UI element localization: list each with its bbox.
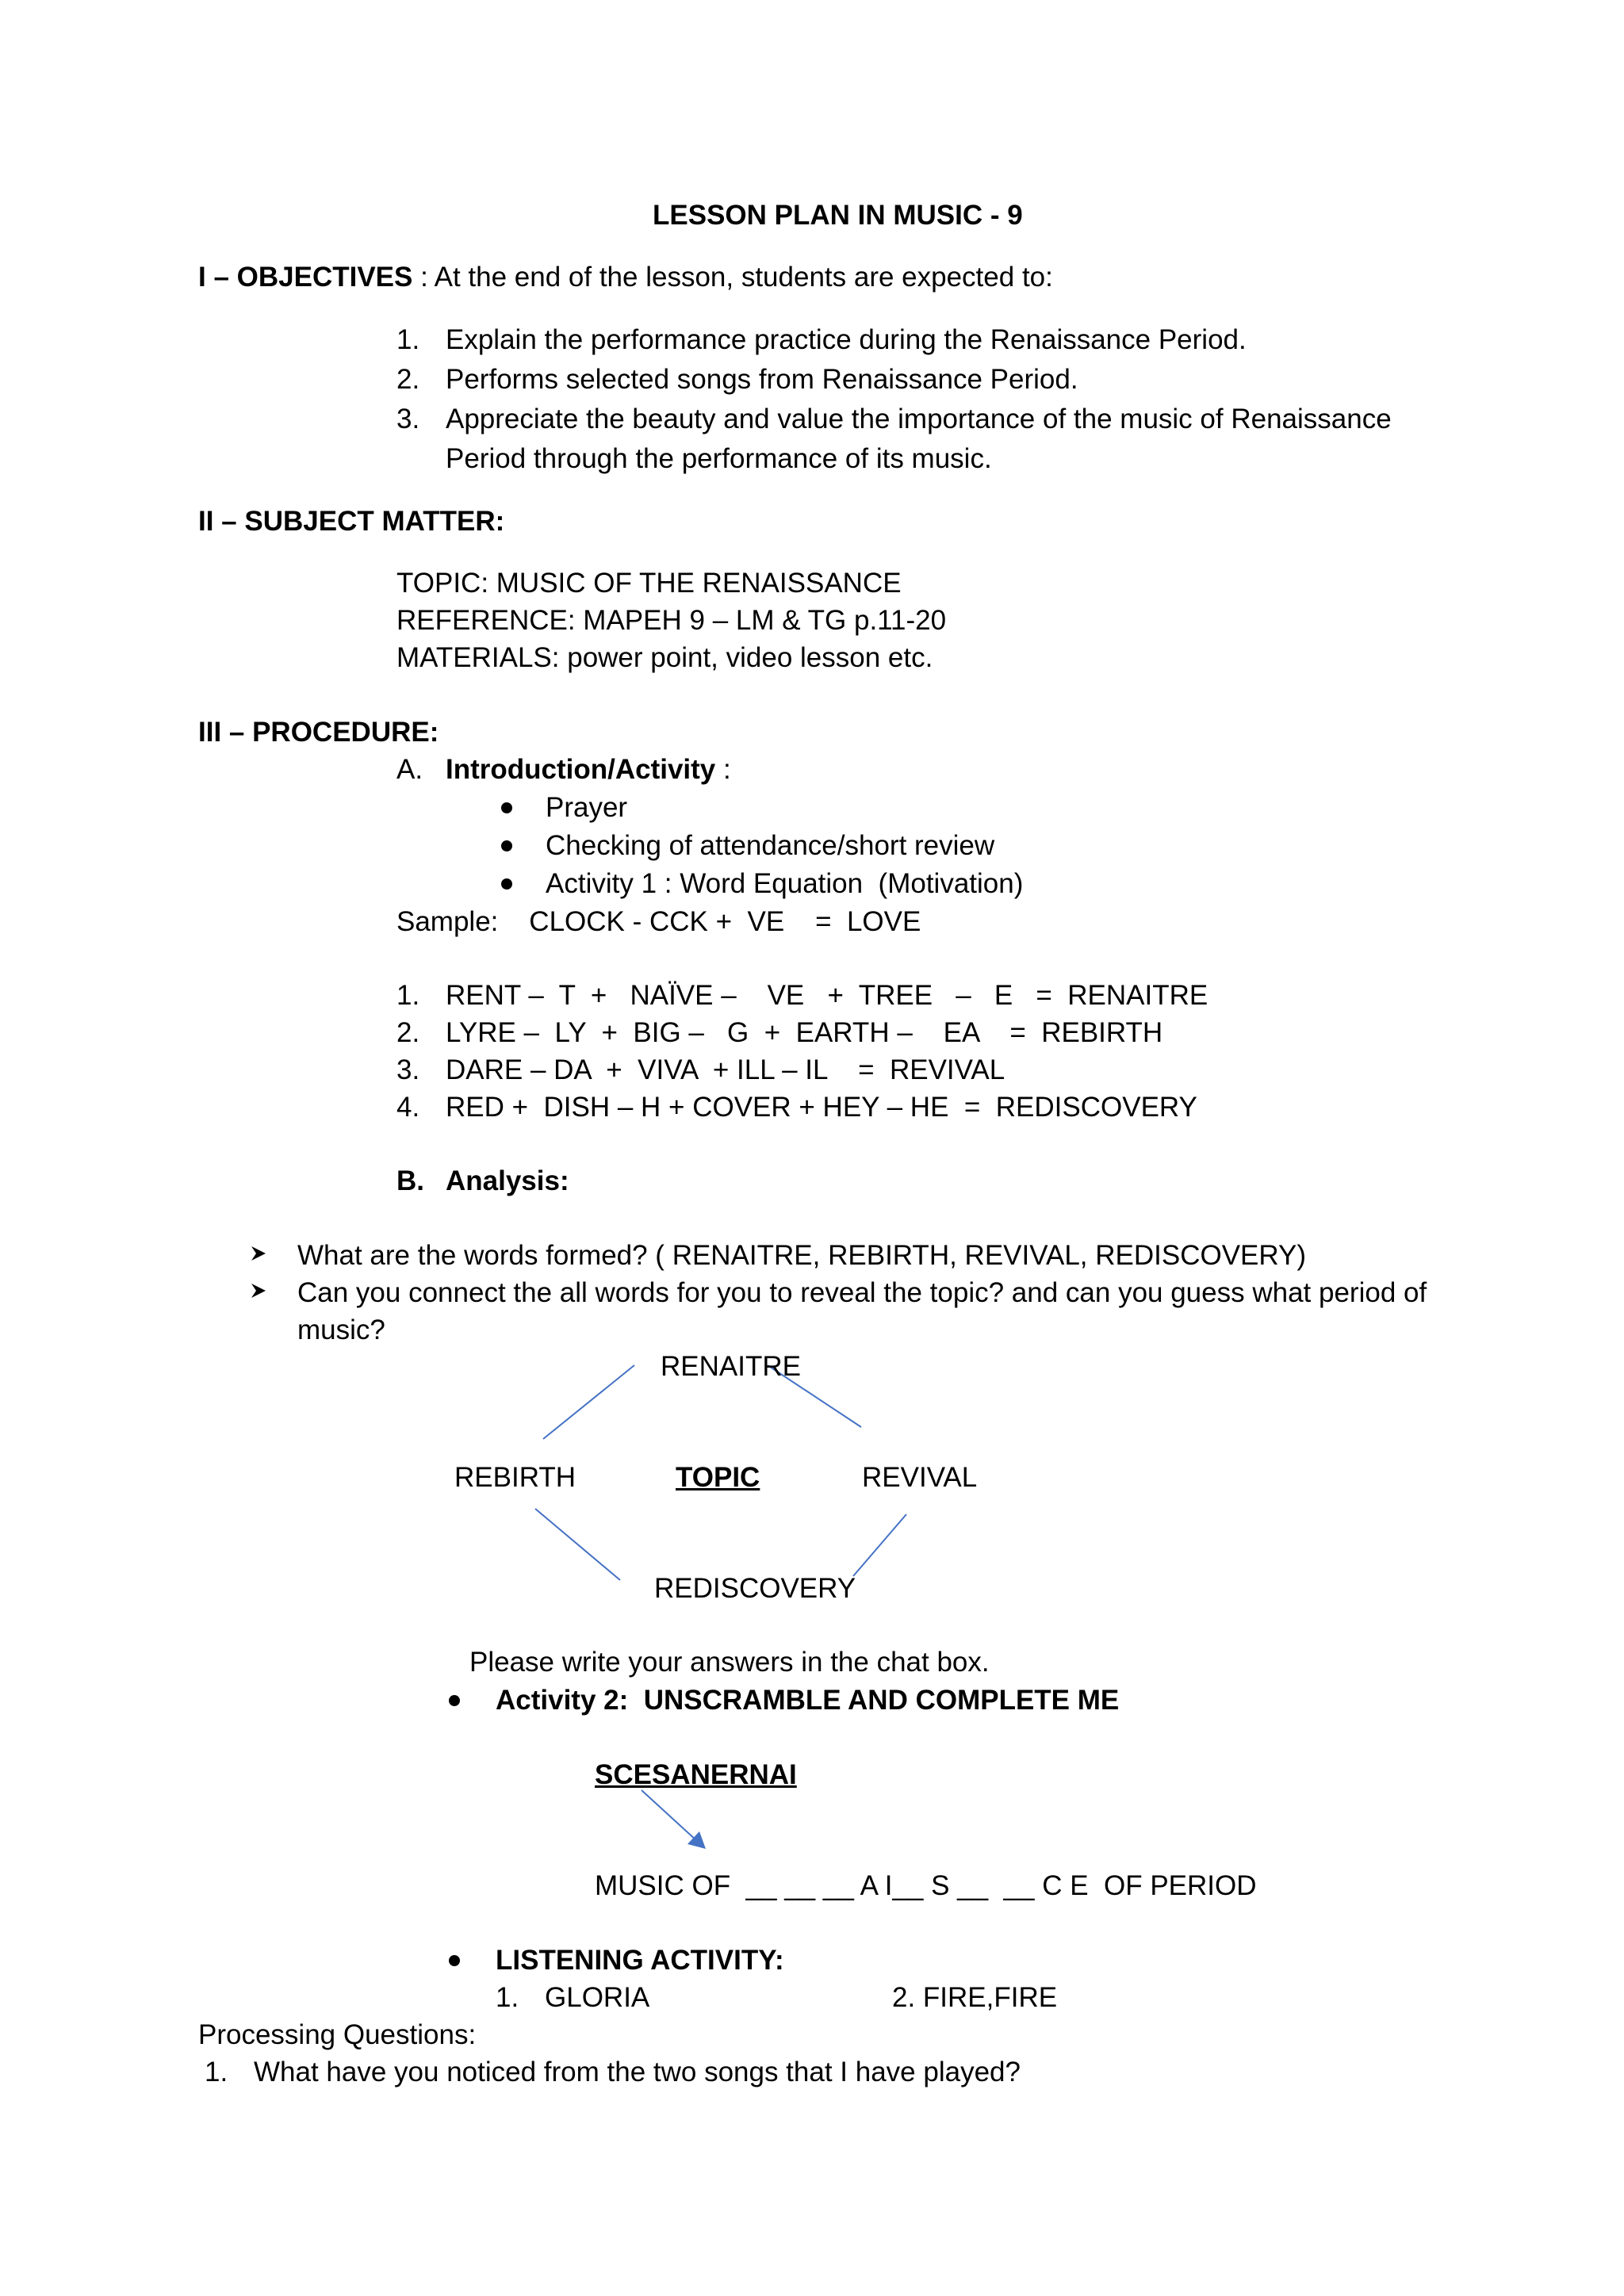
objective-num: 1. — [396, 324, 420, 355]
equation-num: 1. — [396, 980, 420, 1011]
diagram-bottom: REDISCOVERY — [654, 1573, 856, 1604]
scrambled-word: SCESANERNAI — [595, 1759, 797, 1790]
diagram-left: REBIRTH — [454, 1462, 576, 1493]
subject-topic: TOPIC: MUSIC OF THE RENAISSANCE — [396, 568, 902, 599]
analysis-question: What are the words formed? ( RENAITRE, REBIRTH, REVIVAL, REDISCOVERY) — [297, 1240, 1307, 1271]
processing-text: What have you noticed from the two songs that I have played? — [254, 2057, 1021, 2087]
bullet-activity1: Activity 1 : Word Equation (Motivation) — [546, 868, 1024, 899]
page-title: LESSON PLAN IN MUSIC - 9 — [653, 200, 1023, 231]
bullet-dot — [449, 1955, 460, 1966]
section-a-letter: A. — [396, 754, 423, 785]
sample-equation: Sample: CLOCK - CCK + VE = LOVE — [396, 906, 921, 937]
diagram-right: REVIVAL — [862, 1462, 978, 1493]
diagram-center: TOPIC — [676, 1462, 760, 1493]
subject-reference: REFERENCE: MAPEH 9 – LM & TG p.11-20 — [396, 605, 947, 636]
diagram-line — [853, 1514, 906, 1576]
equation-num: 2. — [396, 1017, 420, 1048]
equation-text: RENT – T + NAÏVE – VE + TREE – E = RENAITRE — [446, 980, 1208, 1011]
activity2-heading: Activity 2: UNSCRAMBLE AND COMPLETE ME — [496, 1685, 1120, 1716]
bullet-attendance: Checking of attendance/short review — [546, 830, 995, 861]
scramble-arrow — [642, 1790, 698, 1842]
equation-text: RED + DISH – H + COVER + HEY – HE = REDISCOVERY — [446, 1092, 1197, 1123]
processing-heading: Processing Questions: — [198, 2019, 477, 2050]
objective-text: Explain the performance practice during the Renaissance Period. — [446, 324, 1247, 355]
fill-in-blank: MUSIC OF __ __ __ A I__ S __ __ C E OF PERIOD — [595, 1870, 1257, 1901]
song-title: GLORIA — [545, 1982, 650, 2013]
song-1 — [496, 1981, 649, 2015]
equation-num: 3. — [396, 1054, 420, 1085]
objective-num: 2. — [396, 364, 420, 395]
procedure-heading: III – PROCEDURE: — [198, 717, 439, 748]
song-num: 1. — [496, 1982, 519, 2013]
equation-text: LYRE – LY + BIG – G + EARTH – EA = REBIRTH — [446, 1017, 1163, 1048]
processing-question — [205, 2056, 1021, 2089]
listening-heading: LISTENING ACTIVITY: — [496, 1945, 784, 1976]
bullet-dot — [449, 1695, 460, 1706]
equation-num: 4. — [396, 1092, 420, 1123]
bullet-prayer: Prayer — [546, 792, 628, 823]
analysis-question-continuation: music? — [297, 1314, 385, 1345]
subject-heading: II – SUBJECT MATTER: — [198, 506, 505, 537]
analysis-question: Can you connect the all words for you to reveal the topic? and can you guess what period of — [297, 1277, 1427, 1308]
section-b-title: Analysis: — [446, 1165, 569, 1196]
song-2: 2. FIRE,FIRE — [892, 1982, 1058, 2013]
subject-materials: MATERIALS: power point, video lesson etc. — [396, 642, 933, 673]
section-a-colon: : — [715, 754, 731, 785]
diagram-line — [535, 1509, 620, 1580]
chat-note: Please write your answers in the chat box. — [469, 1647, 990, 1678]
section-b-letter: B. — [396, 1165, 424, 1196]
processing-num: 1. — [205, 2057, 228, 2087]
objective-num: 3. — [396, 404, 420, 434]
diagram-line — [543, 1365, 634, 1439]
diagram-top: RENAITRE — [661, 1351, 801, 1382]
objectives-heading: I – OBJECTIVES — [198, 262, 413, 293]
objective-text: Appreciate the beauty and value the importance of the music of Renaissance — [446, 404, 1392, 434]
objectives-intro: : At the end of the lesson, students are expected to: — [412, 262, 1053, 293]
objective-text: Performs selected songs from Renaissance Period. — [446, 364, 1078, 395]
equation-text: DARE – DA + VIVA + ILL – IL = REVIVAL — [446, 1054, 1005, 1085]
section-a-title: Introduction/Activity — [446, 754, 716, 785]
objective-continuation: Period through the performance of its music. — [446, 443, 992, 474]
